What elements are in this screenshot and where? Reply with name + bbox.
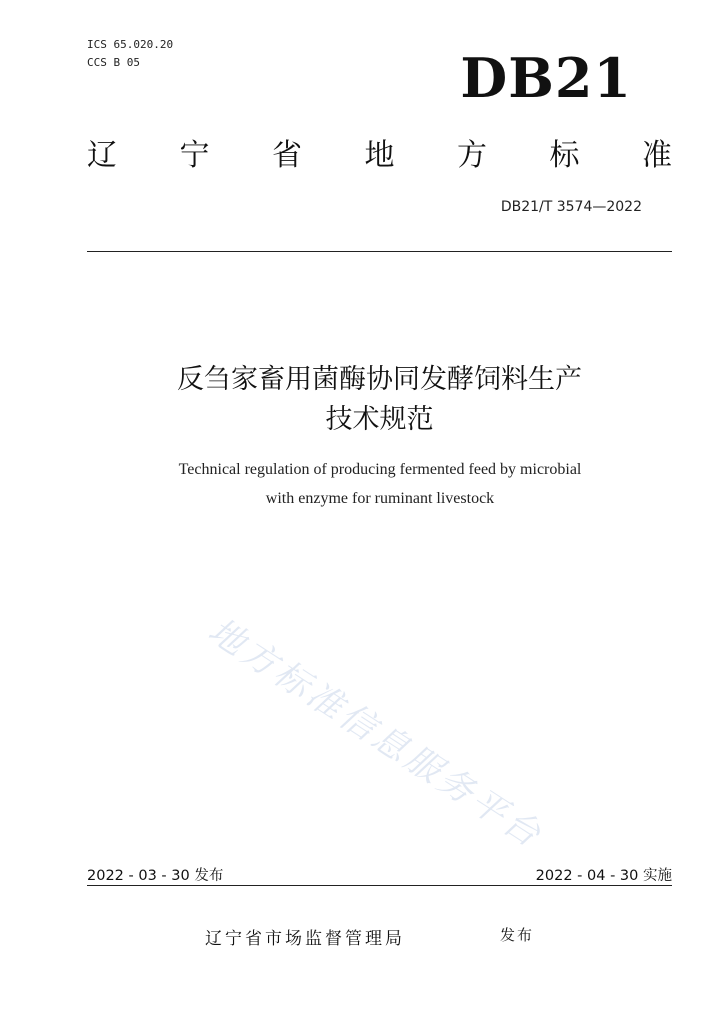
heading-char: 辽 — [87, 138, 117, 173]
issuing-authority: 辽宁省市场监督管理局 — [205, 929, 405, 949]
footer-divider — [87, 885, 672, 886]
chinese-title-line2: 技术规范 — [325, 404, 434, 435]
chinese-title-line1: 反刍家畜用菌酶协同发酵饲料生产 — [177, 364, 582, 395]
publish-date: 2022 - 03 - 30 发布 — [87, 868, 224, 884]
chinese-title — [87, 360, 672, 440]
ics-code: ICS 65.020.20 — [87, 38, 174, 51]
heading-char: 地 — [364, 138, 395, 173]
issue-label: 发布 — [500, 926, 535, 944]
english-title — [60, 455, 700, 513]
heading-char: 标 — [549, 138, 580, 173]
effective-date: 2022 - 04 - 30 实施 — [535, 868, 672, 884]
english-title-line2: with enzyme for ruminant livestock — [265, 490, 495, 507]
heading-char: 方 — [457, 138, 487, 173]
heading-char: 准 — [642, 138, 672, 173]
heading-char: 宁 — [179, 138, 210, 173]
ccs-code: CCS B 05 — [87, 56, 140, 69]
document-type-heading — [87, 130, 672, 174]
english-title-line1: Technical regulation of producing fermented feed by microbial — [178, 461, 582, 478]
heading-char: 省 — [272, 138, 302, 173]
watermark: 地方标准信息服务平台 — [200, 610, 550, 857]
db21-logo: DB21 — [460, 46, 632, 110]
standard-number: DB21/T 3574—2022 — [500, 199, 642, 215]
header-divider — [87, 251, 672, 252]
classification-codes — [87, 36, 173, 72]
